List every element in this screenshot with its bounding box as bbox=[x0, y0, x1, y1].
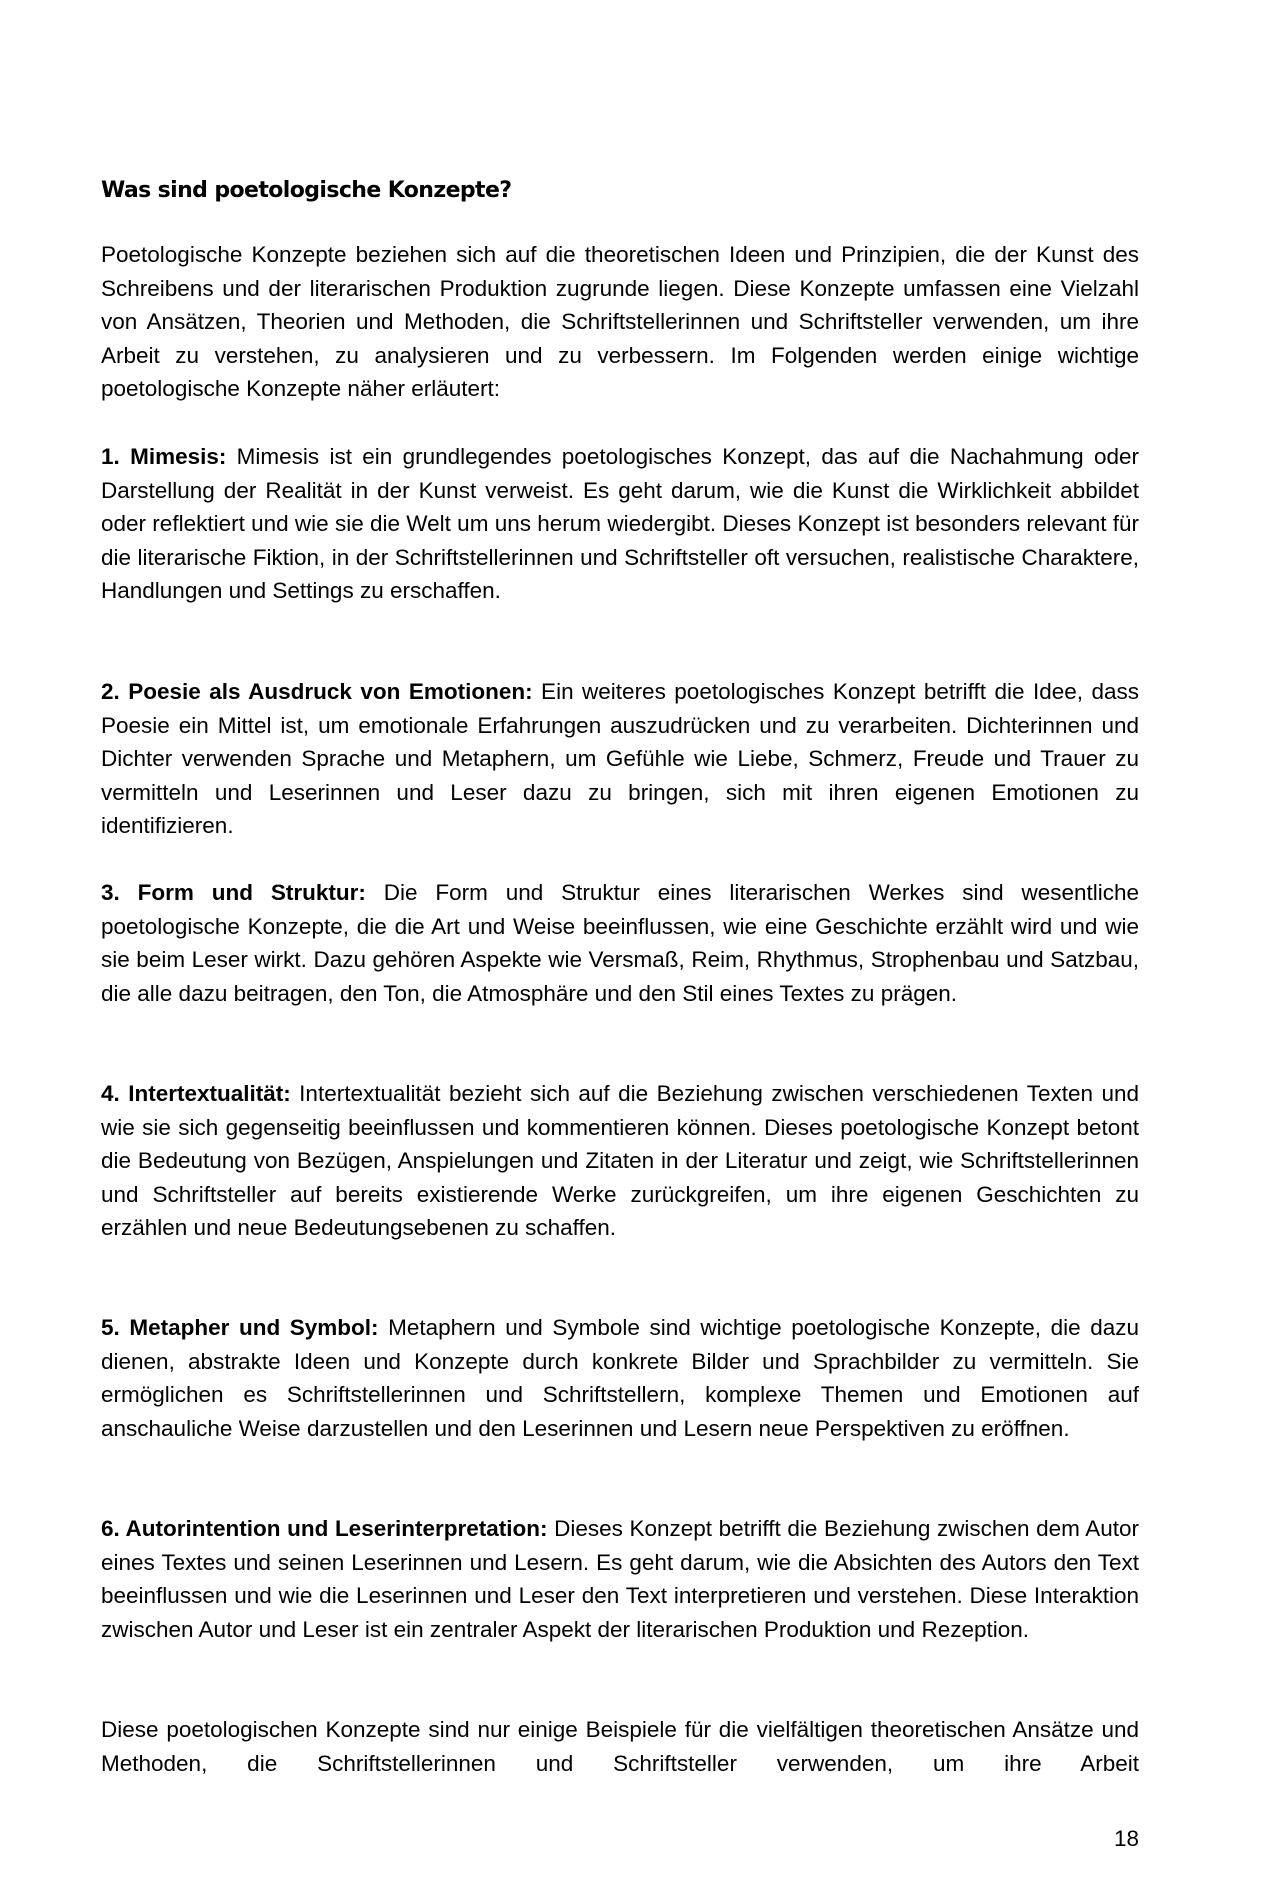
concept-title: 3. Form und Struktur: bbox=[101, 880, 366, 905]
concept-text: Die Form und Struktur eines literarischen Werkes sind wesentliche poetologische Konzepte, die die Art und Weise beeinflussen, wie eine Geschichte erzählt wird und wie sie beim Leser wirkt. Dazu gehören Aspekte wie Versmaß, Reim, Rhythmus, Strophenbau und Satzbau, die alle dazu beitragen, den Ton, die Atmosphäre und den Stil eines Textes zu prägen. bbox=[101, 880, 1140, 1006]
closing-paragraph: Diese poetologischen Konzepte sind nur einige Beispiele für die vielfältigen theoretischen Ansätze und Methoden, die Schriftstellerinnen und Schriftsteller verwenden, um ihre Arbeit bbox=[101, 1717, 1139, 1776]
section-heading: Was sind poetologische Konzepte? bbox=[101, 178, 512, 203]
concept-text: Intertextualität bezieht sich auf die Beziehung zwischen verschiedenen Texten und wie sie sich gegenseitig beeinflussen und kommentieren können. Dieses poetologische Konzept betont die Bedeutung von Bezügen, Anspielungen und Zitaten in der Literatur und zeigt, wie Schriftstellerinnen und Schriftsteller auf bereits existierende Werke zurückgreifen, um ihre eigenen Geschichten zu erzählen und neue Bedeutungsebenen zu schaffen. bbox=[101, 1081, 1139, 1241]
concept-paragraph-mimesis bbox=[101, 440, 1139, 608]
concept-paragraph-intertextualitaet bbox=[101, 1077, 1139, 1245]
intro-paragraph: Poetologische Konzepte beziehen sich auf die theoretischen Ideen und Prinzipien, die der Kunst des Schreibens und der literarischen Produktion zugrunde liegen. Diese Konzepte umfassen eine Vielzahl von Ansätzen, Theorien und Methoden, die Schriftstellerinnen und Schriftsteller verwenden, um ihre Arbeit zu verstehen, zu analysieren und zu verbessern. Im Folgenden werden einige wichtige poetologische Konzepte näher erläutert: bbox=[101, 242, 1139, 402]
concept-paragraph-metapher-symbol bbox=[101, 1311, 1139, 1445]
concept-text: Ein weiteres poetologisches Konzept betrifft die Idee, dass Poesie ein Mittel ist, um emotionale Erfahrungen auszudrücken und zu verarbeiten. Dichterinnen und Dichter verwenden Sprache und Metaphern, um Gefühle wie Liebe, Schmerz, Freude und Trauer zu vermitteln und Leserinnen und Leser dazu zu bringen, sich mit ihren eigenen Emotionen zu identifizieren. bbox=[101, 679, 1139, 839]
concept-title: 6. Autorintention und Leserinterpretation: bbox=[101, 1516, 548, 1541]
concept-text: Mimesis ist ein grundlegendes poetologisches Konzept, das auf die Nachahmung oder Darstellung der Realität in der Kunst verweist. Es geht darum, wie die Kunst die Wirklichkeit abbildet oder reflektiert und wie sie die Welt um uns herum wiedergibt. Dieses Konzept ist besonders relevant für die literarische Fiktion, in der Schriftstellerinnen und Schriftsteller oft versuchen, realistische Charaktere, Handlungen und Settings zu erschaffen. bbox=[101, 444, 1139, 604]
concept-title: 1. Mimesis: bbox=[101, 444, 227, 469]
concept-text: Dieses Konzept betrifft die Beziehung zwischen dem Autor eines Textes und seinen Leserinnen und Lesern. Es geht darum, wie die Absichten des Autors den Text beeinflussen und wie die Leserinnen und Leser den Text interpretieren und verstehen. Diese Interaktion zwischen Autor und Leser ist ein zentraler Aspekt der literarischen Produktion und Rezeption. bbox=[101, 1516, 1139, 1642]
concept-title: 4. Intertextualität: bbox=[101, 1081, 291, 1106]
concept-title: 5. Metapher und Symbol: bbox=[101, 1315, 379, 1340]
concept-paragraph-form-struktur bbox=[101, 876, 1139, 1010]
concept-paragraph-emotionen bbox=[101, 675, 1139, 843]
concept-paragraph-autorintention bbox=[101, 1512, 1139, 1646]
concept-text: Metaphern und Symbole sind wichtige poetologische Konzepte, die dazu dienen, abstrakte Ideen und Konzepte durch konkrete Bilder und Sprachbilder zu vermitteln. Sie ermöglichen es Schriftstellerinnen und Schriftstellern, komplexe Themen und Emotionen auf anschauliche Weise darzustellen und den Leserinnen und Lesern neue Perspektiven zu eröffnen. bbox=[101, 1315, 1139, 1441]
concept-title: 2. Poesie als Ausdruck von Emotionen: bbox=[101, 679, 533, 704]
page-number: 18 bbox=[1113, 1826, 1139, 1851]
